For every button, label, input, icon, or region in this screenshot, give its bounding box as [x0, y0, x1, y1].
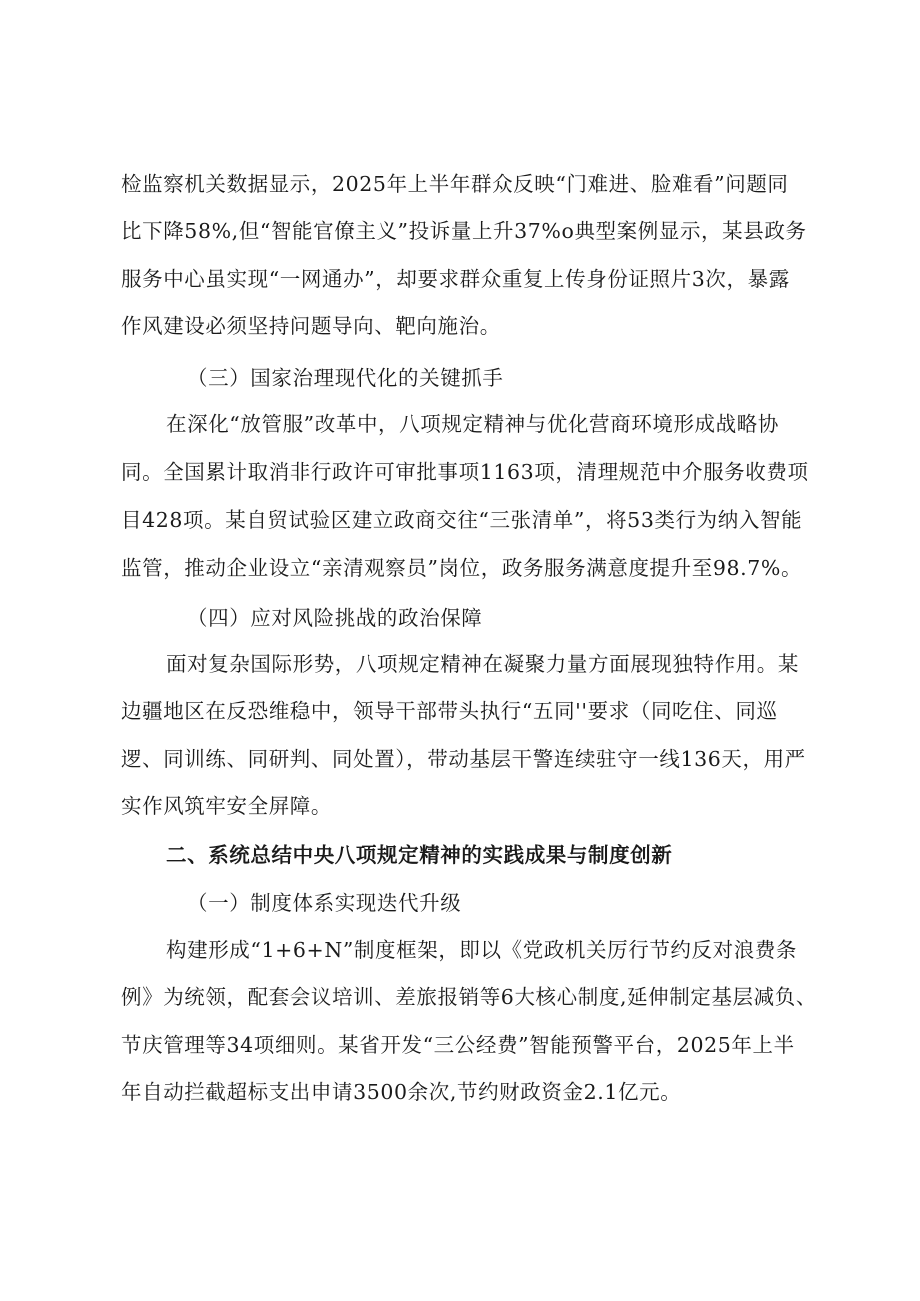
body-text-line: 监管，推动企业设立“亲清观察员”岗位，政务服务满意度提升至98.7%。	[121, 556, 803, 580]
body-text-line: 构建形成“1+6+N”制度框架，即以《党政机关厉行节约反对浪费条	[166, 938, 798, 962]
body-text-line: 目428项。某自贸试验区建立政商交往“三张清单”，将53类行为纳入智能	[121, 508, 803, 532]
body-text-line: 节庆管理等34项细则。某省开发“三公经费”智能预警平台，2025年上半	[121, 1033, 795, 1057]
body-text-line: 实作风筑牢安全屏障。	[121, 794, 332, 818]
body-text-line: 作风建设必须坚持问题导向、靶向施治。	[121, 314, 501, 338]
body-text-line: 比下降58%,但“智能官僚主义”投诉量上升37%o典型案例显示，某县政务	[121, 219, 807, 243]
body-text-line: 面对复杂国际形势，八项规定精神在凝聚力量方面展现独特作用。某	[166, 652, 799, 676]
body-text-line: 例》为统领，配套会议培训、差旅报销等6大核心制度,延伸制定基层减负、	[121, 985, 817, 1009]
section-heading-1: （一）制度体系实现迭代升级	[187, 891, 462, 915]
body-text-line: 边疆地区在反恐维稳中，领导干部带头执行“五同''要求（同吃住、同巡	[121, 699, 778, 723]
body-text-line: 逻、同训练、同研判、同处置），带动基层干警连续驻守一线136天，用严	[121, 747, 806, 771]
section-heading-4: （四）应对风险挑战的政治保障	[187, 606, 483, 630]
body-text-line: 在深化“放管服”改革中，八项规定精神与优化营商环境形成战略协	[166, 412, 779, 436]
section-heading-3: （三）国家治理现代化的关键抓手	[187, 366, 504, 390]
body-text-line: 检监察机关数据显示，2025年上半年群众反映“门难进、脸难看”问题同	[121, 172, 789, 196]
body-text-line: 年自动拦截超标支出申请3500余次,节约财政资金2.1亿元。	[121, 1080, 682, 1104]
body-text-line: 服务中心虽实现“一网通办”，却要求群众重复上传身份证照片3次，暴露	[121, 267, 790, 291]
chapter-heading: 二、系统总结中央八项规定精神的实践成果与制度创新	[166, 843, 673, 867]
body-text-line: 同。全国累计取消非行政许可审批事项1163项，清理规范中介服务收费项	[121, 460, 809, 484]
